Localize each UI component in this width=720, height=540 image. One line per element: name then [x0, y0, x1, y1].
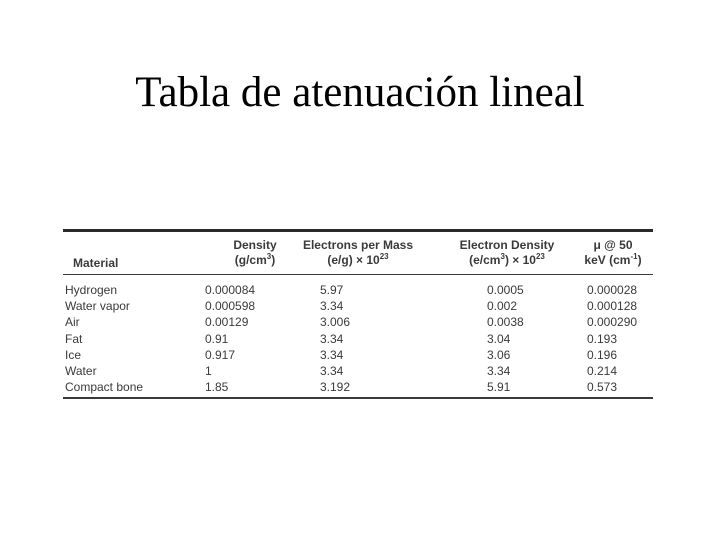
cell-material: Compact bone [65, 380, 144, 395]
cell-density: 0.000598 [205, 299, 256, 314]
cell-density: 1 [205, 363, 212, 378]
header-electron-density: Electron Density $(e/cm^3) \times 10^{23}$ [459, 238, 555, 267]
cell-mu: 0.000290 [587, 315, 638, 330]
slide-title: Tabla de atenuación lineal [135, 69, 585, 116]
cell-mu: 0.196 [587, 347, 618, 362]
cell-electron-density: 5.91 [487, 380, 511, 395]
cell-electron-density: 0.0005 [487, 283, 524, 297]
cell-material: Water vapor [65, 299, 130, 314]
cell-electrons-per-mass: 3.34 [320, 347, 344, 362]
cell-electron-density: 3.34 [487, 363, 511, 378]
cell-electron-density: 0.002 [487, 299, 518, 314]
cell-material: Air [65, 315, 80, 330]
table-row [63, 314, 653, 330]
header-density: Density $(g/cm^3)$ [233, 238, 277, 267]
cell-electrons-per-mass: 3.192 [320, 380, 351, 395]
cell-density: 1.85 [205, 380, 229, 395]
table-top-rule [63, 229, 653, 232]
table-row [63, 347, 653, 363]
header-material: Material [73, 256, 119, 270]
cell-mu: 0.000028 [587, 283, 638, 297]
table-body [63, 282, 653, 395]
table-row [63, 331, 653, 347]
cell-material: Hydrogen [65, 283, 118, 297]
cell-electron-density: 0.0038 [487, 315, 524, 330]
table-row [63, 363, 653, 379]
cell-density: 0.00129 [205, 315, 249, 330]
cell-mu: 0.214 [587, 363, 618, 378]
cell-density: 0.917 [205, 347, 236, 362]
attenuation-table [63, 229, 653, 401]
cell-density: 0.000084 [205, 283, 256, 297]
cell-electrons-per-mass: 3.34 [320, 299, 344, 314]
cell-electron-density: 3.04 [487, 331, 511, 346]
cell-mu: 0.573 [587, 380, 618, 395]
cell-material: Water [65, 363, 97, 378]
table-bottom-rule [63, 397, 653, 399]
cell-mu: 0.193 [587, 331, 618, 346]
cell-material: Ice [65, 347, 82, 362]
table-row [63, 298, 653, 314]
cell-electrons-per-mass: 5.97 [320, 283, 344, 297]
header-mu-50kev: μ @ 50 keV $(cm^{-1})$ [584, 238, 642, 267]
cell-electron-density: 3.06 [487, 347, 511, 362]
table-row [63, 379, 653, 395]
cell-material: Fat [65, 331, 83, 346]
cell-density: 0.91 [205, 331, 229, 346]
cell-electrons-per-mass: 3.006 [320, 315, 351, 330]
table-header-rule [63, 274, 653, 275]
table-row [63, 282, 653, 298]
cell-electrons-per-mass: 3.34 [320, 363, 344, 378]
cell-mu: 0.000128 [587, 299, 638, 314]
header-electrons-per-mass: Electrons per Mass $(e/g) \times 10^{23}$ [302, 238, 414, 267]
cell-electrons-per-mass: 3.34 [320, 331, 344, 346]
